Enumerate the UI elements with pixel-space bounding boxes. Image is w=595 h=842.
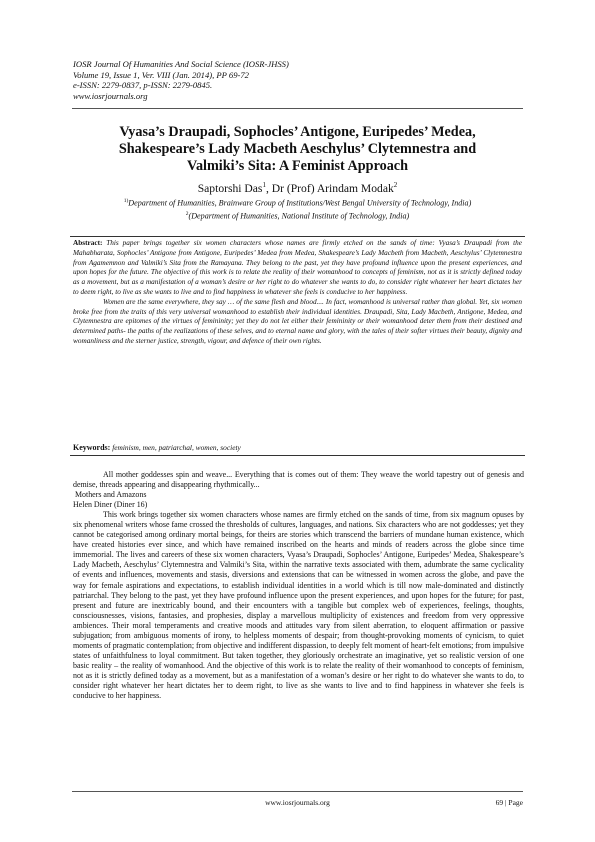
paper-title bbox=[74, 124, 521, 176]
author-separator: , bbox=[265, 181, 272, 195]
author-list bbox=[74, 178, 521, 196]
abstract bbox=[73, 239, 522, 347]
author-2: Dr (Prof) Arindam Modak bbox=[271, 181, 394, 195]
epigraph-source bbox=[73, 490, 524, 500]
author-2-superscript: 2 bbox=[393, 181, 398, 189]
body-text bbox=[73, 470, 524, 701]
affiliation-2-superscript: 2 bbox=[185, 211, 189, 218]
keywords-label: Keywords: bbox=[73, 443, 111, 452]
abstract-label: Abstract: bbox=[73, 239, 103, 247]
abstract-text-1: This paper brings together six women characters whose names are firmly etched on the sands of time: Vyasa’s Draupadi from the Mahabharata, Sophocles’ Antigone from Antigone, Euripedes’ Medea from Medea, Shakespeare’s Lady Macbeth from Macbeth, Aeschylus’ Clytemnestra from Agamemnon and Valmiki’s Sita from the Ramayana. They belong to the past, yet they have profound influence upon the present experiences, and upon hopes for the future. The objective of this work is to relate the reality of their womanhood to concepts of feminism, not as it is strictly defined today as a movement, but as a manifestation of a woman’s desire or her right to do whatever she wants to do, to consider right whatever her heart dictates her to deem right, to live as she wants to live and to find happiness in whatever she feels is conducive to her happiness. bbox=[73, 239, 522, 296]
affiliation-1-superscript: 1) bbox=[123, 198, 129, 204]
body-paragraph-1: This work brings together six women characters whose names are firmly etched on the sands of time, from six magnum opuses by six phenomenal writers whose fame crossed the thresholds of cultures, languages, and nations. Six characters who are not goddesses; yet they cannot be categorised among ordinary mortal beings, for theirs are stories which transcend the barriers of mundane human existence, which have created histories ever since, and which have remained inscribed on the hearts and minds of readers across the globe since time immemorial. The lives and careers of these six women characters, Vyasa’s Draupadi, Sophocles’ Antigone, Euripedes’ Medea, Shakespeare’s Lady Macbeth, Aeschylus’ Clytemnestra and Valmiki’s Sita, within the narrative texts associated with them, adumbrate the same cyclicality of events and influences, movements and stasis, diversions and extensions that can be witnessed in women across the globe, and pave the way for female aspirations and expectations, to establish individual identities in a world which is till now male-dominated and distinctly patriarchal. They belong to the past, yet they have profound influence upon the present experiences, and upon hopes for the future; for past, present and future are inextricably bound, and their encounters with a tangible but complex web of experiences, feelings, thoughts, consciousnesses, visions, fantasies, and prophesies, display a marvellous multiplicity of existences and freedom from very oppressive ambiences. Their moral temperaments and creative moods and attitudes vary from silent aberration, to eloquent affirmation or passive subjugation; from ambiguous moments of irony, to helpless moments of despair; from thought-provoking moments of cynicism, to quiet moments of pragmatic contemplation; from objective and indifferent dispassion, to deeply felt moment of heart-felt emotions; from impulsive states of unfaithfulness to loyal commitment. But taken together, they gloriously orchestrate an imaginative, yet so realistic version of one basic reality – the reality of womanhood. And the objective of this work is to relate the reality of their womanhood to concepts of feminism, not as it is strictly defined today as a movement, but as a manifestation of a woman’s desire or her right to do whatever she wants to do, to consider right whatever her heart dictates her to deem right, to live as she wants to live and to find happiness in whatever she feels is conducive to her happiness. bbox=[73, 510, 524, 701]
epigraph-source-text: Mothers and Amazons bbox=[74, 490, 147, 500]
abstract-paragraph-2: Women are the same everywhere, they say … of the same flesh and blood.... In fact, womanhood is universal rather than global. Yet, six women broke free from the traits of this very universal womanhood to establish their individual identities. Draupadi, Sita, Lady Macbeth, Antigone, Medea, and Clytemnestra are epitomes of the virtues of femininity; yet they do not let either their femininity or their womanhood deter them from their destined and determined paths- the paths of the realizations of these selves, and to eternal name and glory, with the tales of their softer virtues their beauty, dignity and womanliness and the sterner justice, strength, vigour, and defence of their own rights. bbox=[73, 297, 522, 345]
affiliation-1 bbox=[74, 196, 521, 209]
affiliation-1-text: Department of Humanities, Brainware Group of Institutions/West Bengal University of Technology, India) bbox=[128, 198, 472, 208]
journal-website: www.iosrjournals.org bbox=[73, 90, 148, 101]
epigraph-author: Helen Diner (Diner 16) bbox=[73, 500, 148, 510]
journal-issn: e-ISSN: 2279-0837, p-ISSN: 2279-0845. bbox=[73, 80, 213, 91]
footer-divider bbox=[72, 791, 523, 792]
journal-header bbox=[73, 59, 373, 101]
keywords bbox=[73, 443, 522, 453]
affiliations bbox=[74, 196, 521, 223]
header-divider bbox=[72, 108, 523, 109]
affiliation-2 bbox=[74, 209, 521, 222]
epigraph: All mother goddesses spin and weave... Everything that is comes out of them: They weave the world tapestry out of genesis and demise, threads appearing and disappearing rhythmically... bbox=[73, 470, 524, 490]
title-line-1: Vyasa’s Draupadi, Sophocles’ Antigone, Euripedes’ Medea, bbox=[119, 124, 476, 140]
affiliation-2-text: (Department of Humanities, National Institute of Technology, India) bbox=[188, 211, 410, 221]
journal-volume: Volume 19, Issue 1, Ver. VIII (Jan. 2014), PP 69-72 bbox=[73, 69, 249, 80]
keywords-text: feminism, men, patriarchal, women, society bbox=[112, 443, 241, 452]
author-1-superscript: 1 bbox=[262, 181, 266, 189]
author-1: Saptorshi Das bbox=[197, 181, 263, 195]
title-line-2: Shakespeare’s Lady Macbeth Aeschylus’ Clytemnestra and bbox=[118, 141, 477, 158]
abstract-paragraph-1 bbox=[73, 239, 522, 298]
footer-url: www.iosrjournals.org bbox=[265, 798, 330, 807]
page-number: 69 | Page bbox=[495, 798, 523, 807]
journal-name: IOSR Journal Of Humanities And Social Science (IOSR-JHSS) bbox=[73, 59, 289, 69]
title-line-3: Valmiki’s Sita: A Feminist Approach bbox=[187, 158, 408, 175]
